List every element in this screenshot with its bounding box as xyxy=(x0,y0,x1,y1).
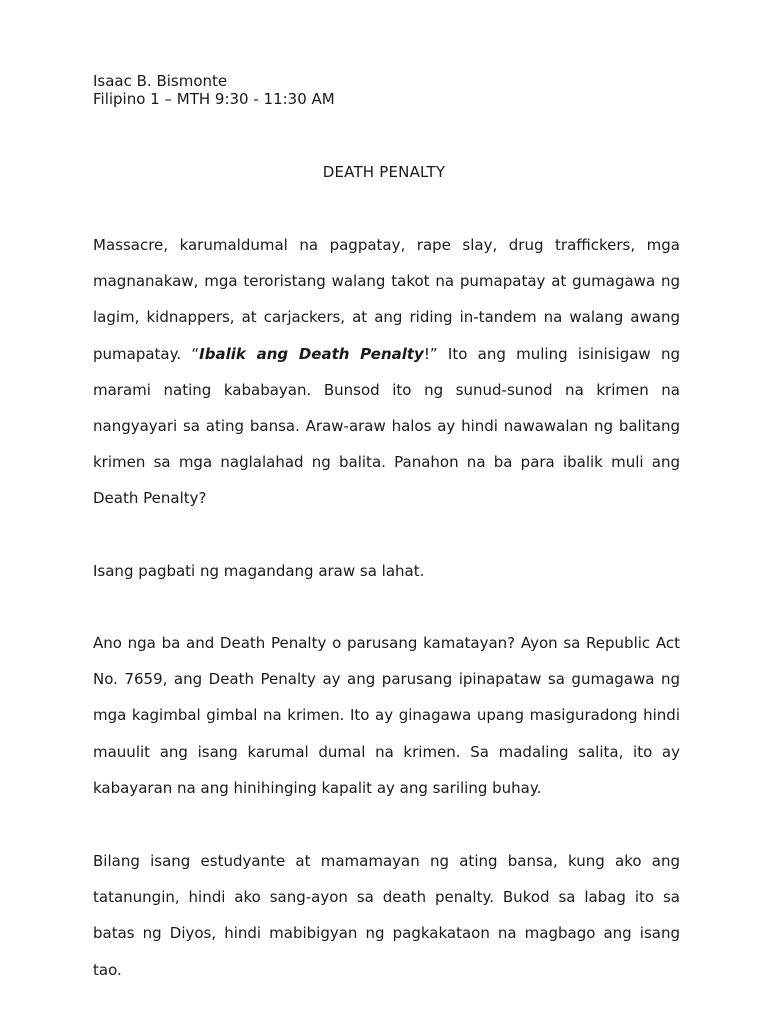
paragraph-greeting: Isang pagbati ng magandang araw sa lahat. xyxy=(93,562,425,580)
paragraph-intro xyxy=(93,227,680,517)
paragraph-intro-end: !” Ito ang muling isinisigaw ng marami nating kababayan. Bunsod ito ng sunud-sunod na krimen na nangyayari sa ating bansa. Araw-araw halos ay hindi nawawalan ng balitang krimen sa mga naglalahad ng balita. Panahon na ba para ibalik muli ang Death Penalty? xyxy=(93,344,680,508)
paragraph-definition: Ano nga ba and Death Penalty o parusang kamatayan? Ayon sa Republic Act No. 7659, ang Death Penalty ay ang parusang ipinapataw sa gumagawa ng mga kagimbal gimbal na krimen. Ito ay ginagawa upang masiguradong hindi mauulit ang isang karumal dumal na krimen. Sa madaling salita, ito ay kabayaran na ang hinihinging kapalit ay ang sariling buhay. xyxy=(93,634,680,797)
document-header xyxy=(93,72,335,108)
course-schedule: Filipino 1 – MTH 9:30 - 11:30 AM xyxy=(93,90,335,108)
author-name: Isaac B. Bismonte xyxy=(93,72,228,90)
paragraph-opinion: Bilang isang estudyante at mamamayan ng ating bansa, kung ako ang tatanungin, hindi ako sang-ayon sa death penalty. Bukod sa labag ito sa batas ng Diyos, hindi mabibigyan ng pagkakataon na magbago ang isang tao. xyxy=(93,852,680,979)
document-title: DEATH PENALTY xyxy=(322,163,446,181)
paragraph-intro-start: Massacre, karumaldumal na pagpatay, rape slay, drug traffickers, mga magnanakaw, mga teroristang walang takot na pumapatay at gumagawa ng lagim, kidnappers, at carjackers, at ang riding in-tandem na walang awang pumapatay. “ xyxy=(93,236,680,363)
emphasized-quote: Ibalik ang Death Penalty xyxy=(199,344,424,363)
